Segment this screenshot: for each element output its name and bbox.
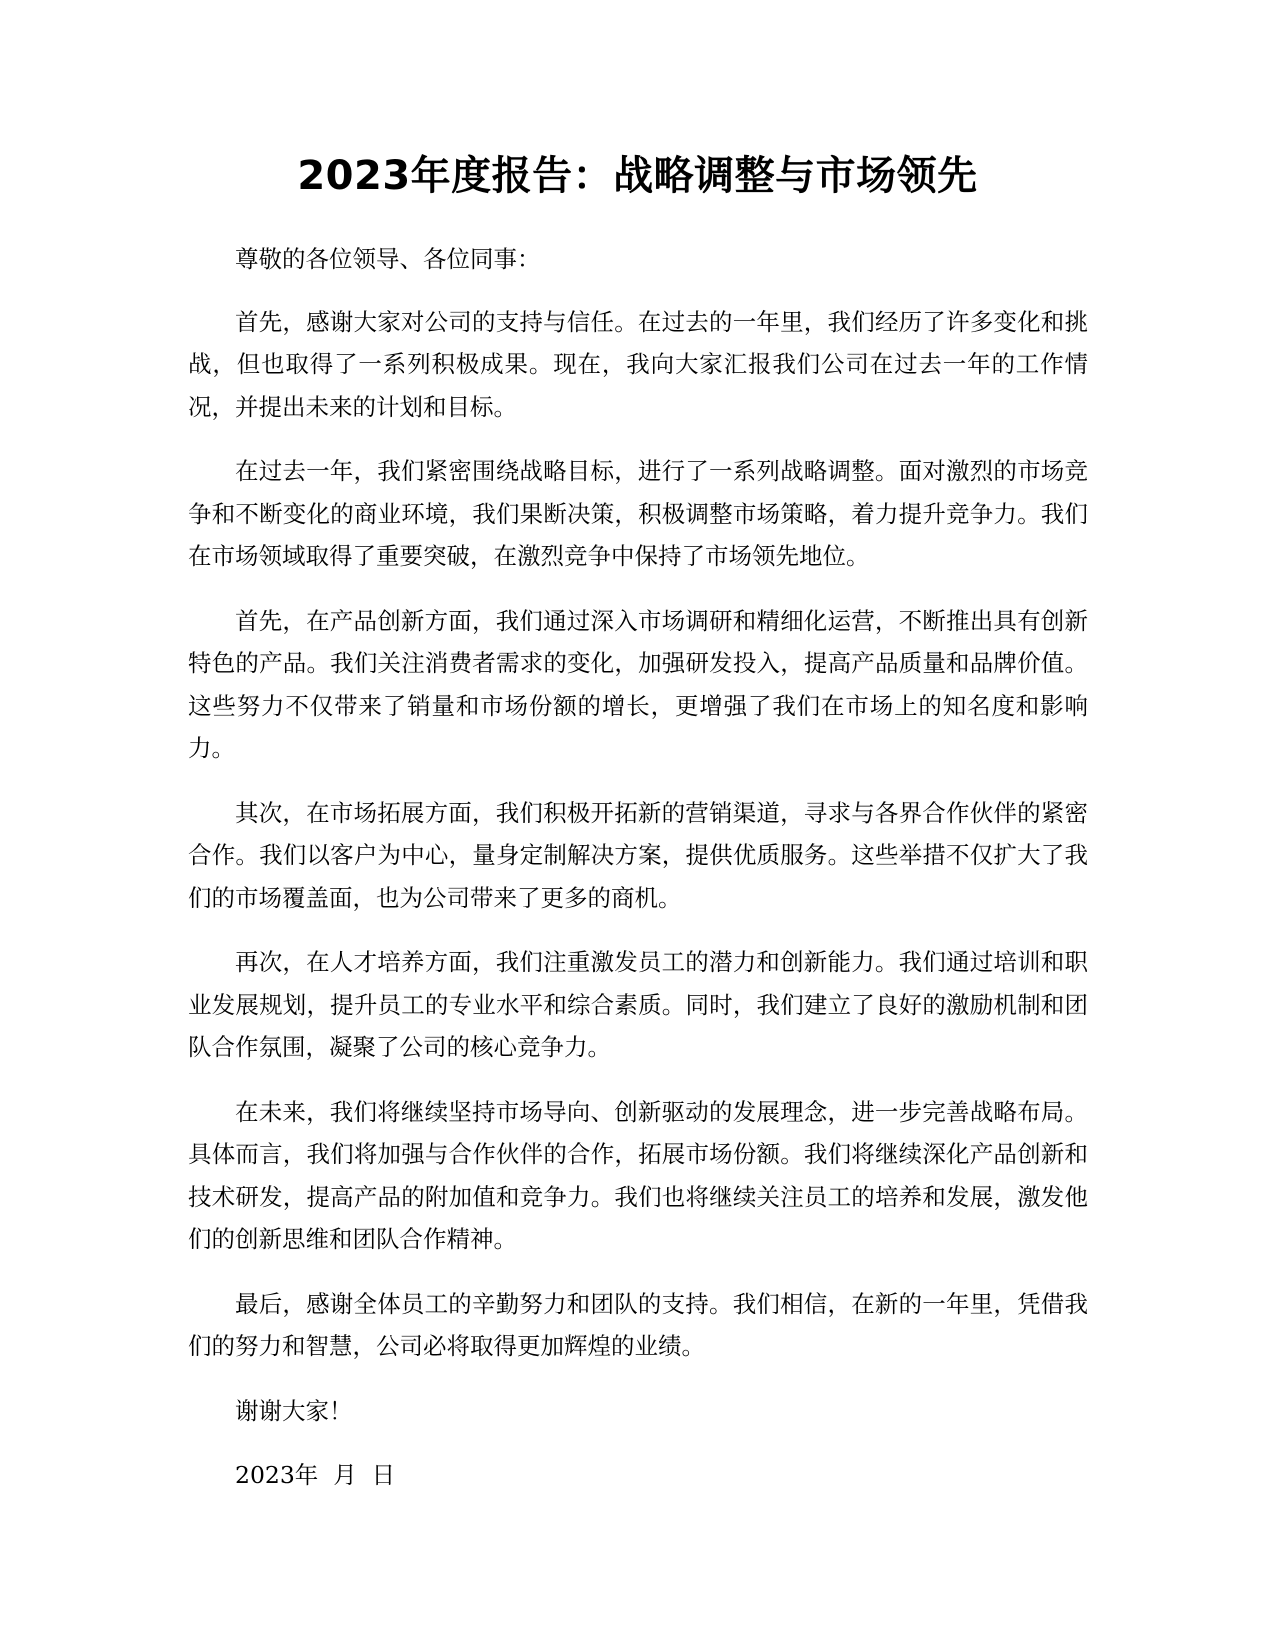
paragraph-strategy: 在过去一年，我们紧密围绕战略目标，进行了一系列战略调整。面对激烈的市场竞争和不断变化的商业环境，我们果断决策，积极调整市场策略，着力提升竞争力。我们在市场领域取得了重要突破，在激烈竞争中保持了市场领先地位。	[188, 457, 1088, 570]
date-text: 2023年 月 日	[235, 1461, 396, 1489]
document-title: 2023年度报告：战略调整与市场领先	[297, 153, 978, 199]
paragraph-intro: 首先，感谢大家对公司的支持与信任。在过去的一年里，我们经历了许多变化和挑战，但也取得了一系列积极成果。现在，我向大家汇报我们公司在过去一年的工作情况，并提出未来的计划和目标。	[188, 307, 1088, 421]
paragraph-thanks: 最后，感谢全体员工的辛勤努力和团队的支持。我们相信，在新的一年里，凭借我们的努力和智慧，公司必将取得更加辉煌的业绩。	[188, 1289, 1088, 1360]
document-body	[188, 238, 1088, 1519]
date-line	[188, 1454, 1088, 1497]
paragraph-market-expansion: 其次，在市场拓展方面，我们积极开拓新的营销渠道，寻求与各界合作伙伴的紧密合作。我们以客户为中心，量身定制解决方案，提供优质服务。这些举措不仅扩大了我们的市场覆盖面，也为公司带来了更多的商机。	[188, 798, 1088, 912]
paragraph-product-innovation: 首先，在产品创新方面，我们通过深入市场调研和精细化运营，不断推出具有创新特色的产品。我们关注消费者需求的变化，加强研发投入，提高产品质量和品牌价值。这些努力不仅带来了销量和市场份额的增长，更增强了我们在市场上的知名度和影响力。	[188, 606, 1088, 762]
paragraph-talent: 再次，在人才培养方面，我们注重激发员工的潜力和创新能力。我们通过培训和职业发展规划，提升员工的专业水平和综合素质。同时，我们建立了良好的激励机制和团队合作氛围，凝聚了公司的核心竞争力。	[188, 948, 1088, 1061]
closing-line: 谢谢大家！	[235, 1396, 353, 1425]
paragraph-future: 在未来，我们将继续坚持市场导向、创新驱动的发展理念，进一步完善战略布局。具体而言，我们将加强与合作伙伴的合作，拓展市场份额。我们将继续深化产品创新和技术研发，提高产品的附加值和竞争力。我们也将继续关注员工的培养和发展，激发他们的创新思维和团队合作精神。	[188, 1097, 1088, 1253]
greeting-line: 尊敬的各位领导、各位同事：	[235, 245, 541, 273]
